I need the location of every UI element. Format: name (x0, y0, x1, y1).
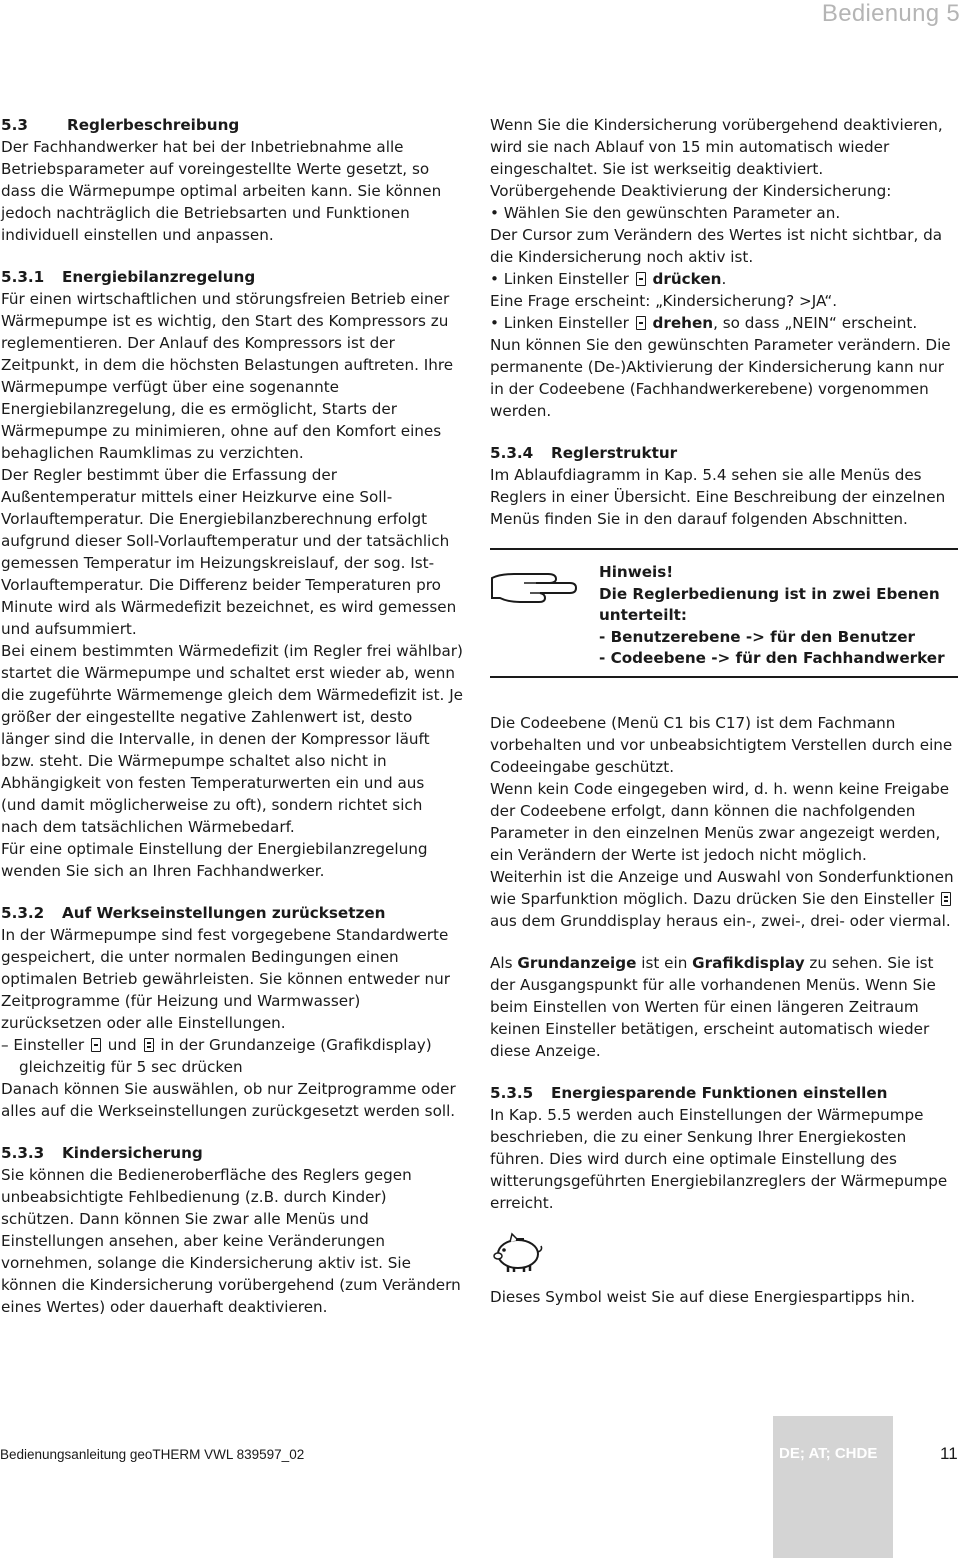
bullet-item: • Wählen Sie den gewünschten Parameter an. (490, 204, 841, 222)
step-line (1, 1034, 463, 1056)
step-text: in der Grundanzeige (Grafikdisplay) (160, 1036, 432, 1054)
footer-countries: DE; AT; CHDE (779, 1445, 878, 1462)
heading-5-3-4 (490, 442, 958, 464)
heading-title: Reglerbeschreibung (67, 116, 240, 134)
heading-number: 5.3.1 (1, 268, 45, 286)
paragraph: Bei einem bestimmten Wärmedefizit (im Regler frei wählbar) startet die Wärmepumpe und schaltet erst wieder ab, wenn die zugeführte Wärmemenge gleich dem Wärmedefizit ist. Je größer der eingestellte negative Zahlenwert ist, desto länger sind die Intervalle, in denen der Kompressor läuft bzw. steht. Die Wärmepumpe schaltet also nicht in Abhängigkeit von festen Temperaturwerten ein und aus (und damit möglicherweise zu oft), sondern richtet sich nach dem tatsächlichen Wärmebedarf. (1, 642, 464, 836)
heading-5-3 (1, 114, 463, 136)
paragraph: Der Fachhandwerker hat bei der Inbetriebnahme alle Betriebsparameter auf voreingestellte Werte gesetzt, so dass die Wärmepumpe optimal arbeiten kann. Sie können jedoch nachträglich die Betriebsarten und Funktionen individuell einstellen und anpassen. (1, 138, 442, 244)
left-column (1, 114, 463, 1318)
left-dial-key-icon (636, 272, 646, 286)
step-continuation: gleichzeitig für 5 sec drücken (19, 1058, 243, 1076)
left-dial-key-icon (91, 1038, 101, 1052)
right-column (490, 114, 958, 1308)
paragraph: Dieses Symbol weist Sie auf diese Energiespartipps hin. (490, 1288, 916, 1306)
hint-line: - Codeebene -> für den Fachhandwerker (599, 649, 945, 667)
piggy-bank-icon (490, 1228, 544, 1274)
page-number: 11 (940, 1444, 958, 1463)
paragraph-text: ist ein (636, 954, 693, 972)
hint-line: unterteilt: (599, 606, 687, 624)
footer-manual-title: Bedienungsanleitung geoTHERM VWL 839597_02 (0, 1447, 305, 1462)
paragraph-text: Als (490, 954, 518, 972)
heading-number: 5.3.2 (1, 904, 45, 922)
bullet-action: drücken (652, 270, 722, 288)
paragraph: Nun können Sie den gewünschten Parameter verändern. Die permanente (De-)Aktivierung der Kindersicherung kann nur in der Codeebene (Fachhandwerkerebene) vorgenommen werden. (490, 336, 951, 420)
left-dial-key-icon (636, 316, 646, 330)
bullet-item (490, 268, 958, 290)
paragraph-text: zu sehen. Sie ist der Ausgangspunkt für alle vorhandenen Menüs. Wenn Sie beim Einstellen von Werten für einen längeren Zeitraum keinen Einsteller betätigen, erscheint automatisch wieder diese Anzeige. (490, 954, 936, 1060)
heading-5-3-5 (490, 1082, 958, 1104)
paragraph: Der Cursor zum Verändern des Wertes ist nicht sichtbar, da die Kindersicherung noch aktiv ist. (490, 226, 943, 266)
paragraph: Vorübergehende Deaktivierung der Kindersicherung: (490, 182, 892, 200)
hint-label: Hinweis! (599, 563, 674, 581)
hint-line: Die Reglerbedienung ist in zwei Ebenen (599, 584, 940, 603)
heading-number: 5.3.3 (1, 1144, 45, 1162)
paragraph: Eine Frage erscheint: „Kindersicherung? >JA“. (490, 292, 838, 310)
hint-line: - Benutzerebene -> für den Benutzer (599, 627, 916, 646)
heading-title: Energiebilanzregelung (62, 268, 256, 286)
bullet-text: • Linken Einsteller (490, 314, 629, 332)
paragraph: Für eine optimale Einstellung der Energiebilanzregelung wenden Sie sich an Ihren Fachhandwerker. (1, 840, 428, 880)
paragraph: Der Regler bestimmt über die Erfassung der Außentemperatur mittels einer Heizkurve eine Soll-Vorlauftemperatur. Die Energiebilanzberechnung erfolgt aufgrund dieser Soll-Vorlauftemperatur und der tatsächlich gemessen Temperatur im Heizungskreislauf, der sog. Ist-Vorlauftemperatur. Die Differenz beider Temperaturen pro Minute wird als Wärmedefizit bezeichnet, es wird gemessen und aufsummiert. (1, 466, 457, 638)
paragraph: Wenn kein Code eingegeben wird, d. h. wenn keine Freigabe der Codeebene erfolgt, dann können die nachfolgenden Parameter in den einzelnen Menüs zwar angezeigt werden, ein Verändern der Werte ist jedoch nicht möglich. (490, 780, 950, 864)
paragraph (490, 952, 958, 1062)
paragraph: Sie können die Bedieneroberfläche des Reglers gegen unbeabsichtigte Fehlbedienung (z.B. durch Kinder) schützen. Dann können Sie zwar alle Menüs und Einstellungen ansehen, aber keine Veränderungen vornehmen, solange die Kindersicherung aktiv ist. Sie können die Kindersicherung vorübergehend (zum Verändern eines Wertes) oder dauerhaft deaktivieren. (1, 1166, 461, 1316)
heading-title: Energiesparende Funktionen einstellen (551, 1084, 888, 1102)
heading-5-3-2 (1, 902, 463, 924)
paragraph: Wenn Sie die Kindersicherung vorübergehend deaktivieren, wird sie nach Ablauf von 15 min automatisch wieder eingeschaltet. Sie ist werkseitig deaktiviert. (490, 116, 943, 178)
paragraph (490, 866, 958, 932)
bullet-text: , so dass „NEIN“ erscheint. (713, 314, 918, 332)
heading-title: Kindersicherung (62, 1144, 203, 1162)
step-text: und (107, 1036, 137, 1054)
paragraph: In der Wärmepumpe sind fest vorgegebene Standardwerte gespeichert, die unter normalen Bedingungen einen optimalen Betrieb gewährleisten. Sie können entweder nur Zeitprogramme (für Heizung und Warmwasser) zurücksetzen oder alle Einstellungen. (1, 926, 450, 1032)
heading-5-3-1 (1, 266, 463, 288)
footer-country-box (773, 1416, 893, 1558)
paragraph: In Kap. 5.5 werden auch Einstellungen der Wärmepumpe beschrieben, die zu einer Senkung Ihrer Energiekosten führen. Dies wird durch eine optimale Einstellung des witterungsgeführten Energiebilanzreglers der Wärmepumpe erreicht. (490, 1106, 948, 1212)
heading-number: 5.3 (1, 116, 28, 134)
bullet-text: • Linken Einsteller (490, 270, 629, 288)
bullet-action: drehen (652, 314, 714, 332)
bullet-text: . (721, 270, 727, 288)
hint-box (490, 548, 958, 678)
emphasis: Grundanzeige (517, 954, 637, 972)
bullet-item (490, 312, 958, 334)
emphasis: Grafikdisplay (692, 954, 805, 972)
paragraph-text: aus dem Grunddisplay heraus ein-, zwei-, drei- oder viermal. (490, 912, 951, 930)
heading-5-3-3 (1, 1142, 463, 1164)
heading-number: 5.3.5 (490, 1084, 534, 1102)
right-dial-key-icon (144, 1038, 154, 1052)
paragraph: Im Ablaufdiagramm in Kap. 5.4 sehen sie alle Menüs des Reglers in einer Übersicht. Eine Beschreibung der einzelnen Menüs finden Sie in den darauf folgenden Abschnitten. (490, 466, 946, 528)
page-header-title: Bedienung 5 (821, 0, 960, 27)
step-text: – Einsteller (1, 1036, 85, 1054)
right-dial-key-icon (941, 892, 951, 906)
heading-title: Auf Werkseinstellungen zurücksetzen (62, 904, 386, 922)
pointing-hand-icon (490, 564, 580, 610)
paragraph-text: Weiterhin ist die Anzeige und Auswahl von Sonderfunktionen wie Sparfunktion möglich. Dazu drücken Sie den Einsteller (490, 868, 954, 908)
hint-text (599, 562, 945, 670)
paragraph: Danach können Sie auswählen, ob nur Zeitprogramme oder alles auf die Werkseinstellungen zurückgesetzt werden soll. (1, 1080, 456, 1120)
paragraph: Die Codeebene (Menü C1 bis C17) ist dem Fachmann vorbehalten und vor unbeabsichtigtem Verstellen durch eine Codeeingabe geschützt. (490, 714, 953, 776)
paragraph: Für einen wirtschaftlichen und störungsfreien Betrieb einer Wärmepumpe ist es wichtig, den Start des Kompressors zu reglementieren. Der Anlauf des Kompressors ist der Zeitpunkt, in dem die höchsten Belastungen auftreten. Ihre Wärmepumpe verfügt über eine sogenannte Energiebilanzregelung, die es ermöglicht, Starts der Wärmepumpe zu minimieren, ohne auf den Komfort eines behaglichen Raumklimas zu verzichten. (1, 290, 454, 462)
heading-number: 5.3.4 (490, 444, 534, 462)
heading-title: Reglerstruktur (551, 444, 678, 462)
